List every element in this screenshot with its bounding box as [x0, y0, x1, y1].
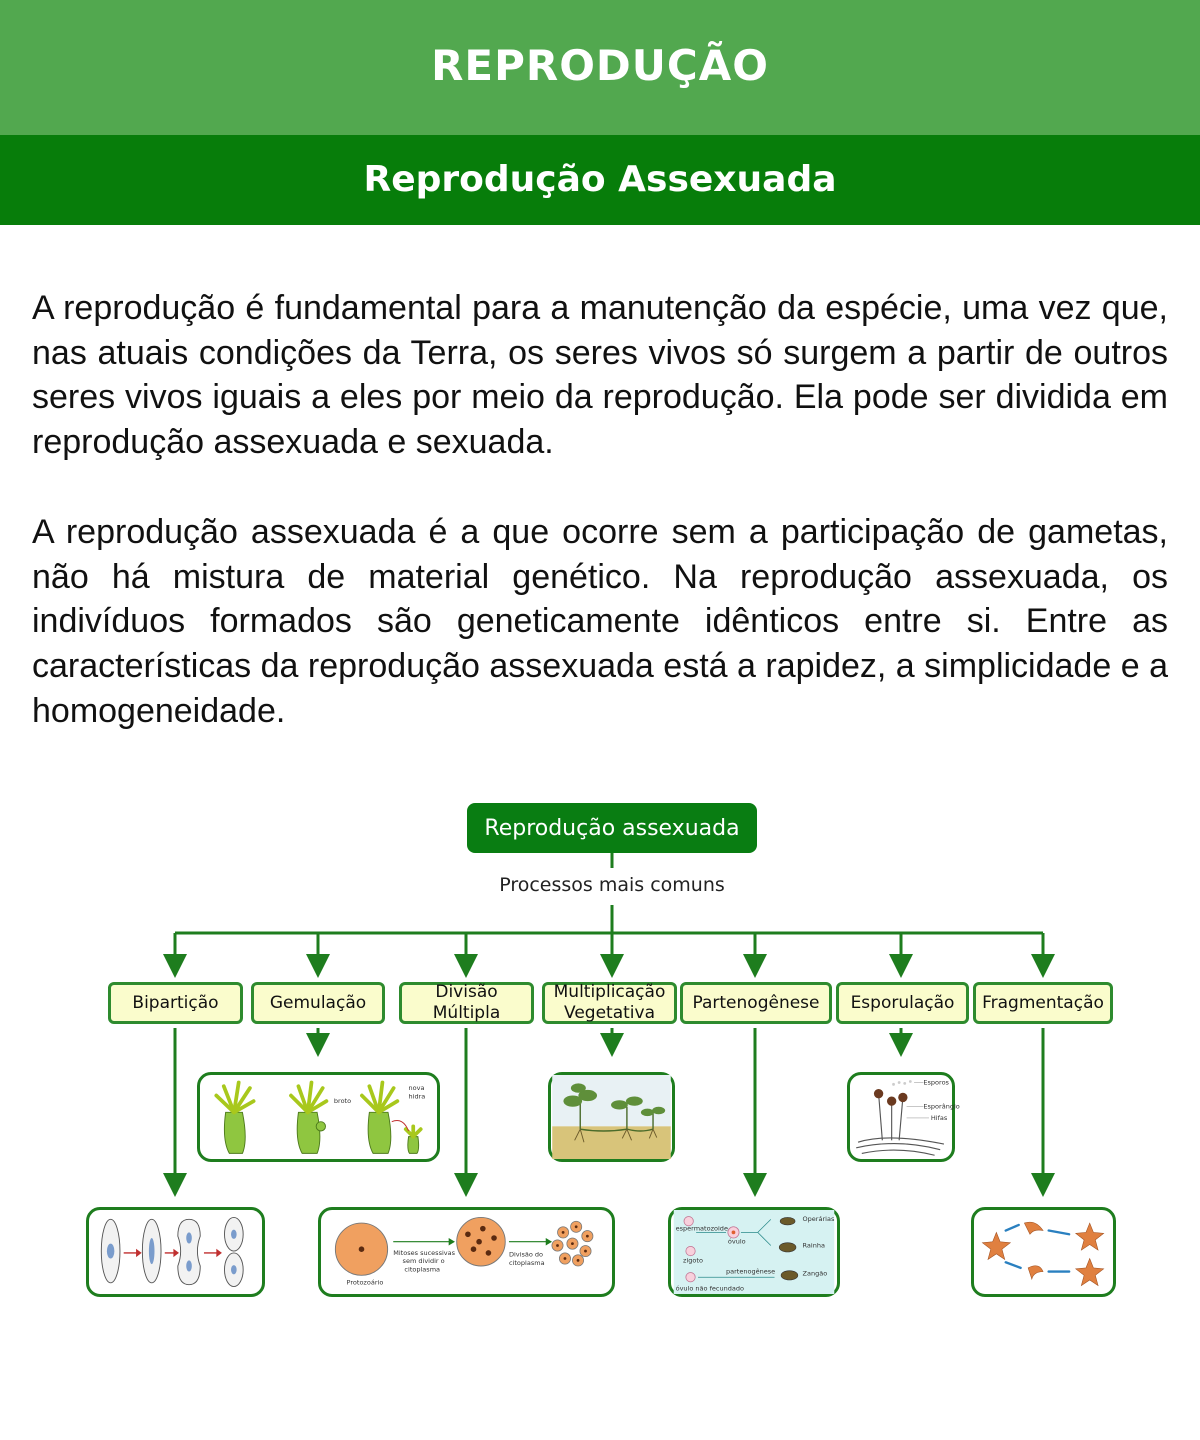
- fragmentation-illustration: [971, 1207, 1116, 1297]
- bud-label: broto: [333, 1097, 352, 1105]
- unfertilized-ovum-label: óvulo não fecundado: [675, 1284, 745, 1293]
- mitosis-label-1: Mitoses sucessivas: [393, 1248, 456, 1257]
- parthenogenesis-illustration: [668, 1207, 840, 1297]
- mitosis-label-2: sem dividir o: [402, 1257, 445, 1266]
- sporangium-label: Esporângio: [923, 1102, 960, 1111]
- protozoan-label: Protozoário: [346, 1278, 384, 1287]
- process-divisao-multipla: Divisão Múltipla: [399, 982, 534, 1024]
- page-subtitle: Reprodução Assexuada: [363, 159, 837, 200]
- process-gemulacao: Gemulação: [251, 982, 385, 1024]
- sporulation-illustration: [847, 1072, 960, 1162]
- hyphae-label: Hifas: [930, 1113, 948, 1122]
- mitosis-label-3: citoplasma: [404, 1265, 441, 1274]
- multiple-fission-illustration: [318, 1207, 615, 1297]
- process-multiplicacao-vegetativa: Multiplicação Vegetativa: [542, 982, 677, 1024]
- ovum-label: óvulo: [727, 1237, 746, 1246]
- process-partenogenese: Partenogênese: [680, 982, 832, 1024]
- asexual-paragraph: A reprodução assexuada é a que ocorre sem a participação de gametas, não há mistura de material genético. Na reprodução assexuada, os indivíduos formados são geneticamente idênticos entre si. Entre as características da reprodução assexuada está a rapidez, a simplicidade e a homogeneidade.: [32, 513, 1168, 730]
- connector-label: Processos mais comuns: [499, 874, 725, 896]
- intro-paragraph: A reprodução é fundamental para a manutenção da espécie, uma vez que, nas atuais condições da Terra, os seres vivos só surgem a partir de outros seres vivos iguais a eles por meio da reprodução. Ela pode ser dividida em reprodução assexuada e sexuada.: [32, 289, 1168, 462]
- spores-label: Esporos: [923, 1078, 949, 1087]
- process-biparticao: Bipartição: [108, 982, 243, 1024]
- vegetative-propagation-illustration: [548, 1072, 675, 1162]
- new-hydra-label-2: hidra: [408, 1092, 426, 1101]
- page-title: REPRODUÇÃO: [431, 41, 769, 90]
- zygote-label: zigoto: [683, 1256, 703, 1265]
- sperm-label: espermatozoide: [675, 1224, 728, 1233]
- new-hydra-label-1: nova: [408, 1083, 425, 1092]
- binary-fission-illustration: [86, 1207, 265, 1297]
- process-fragmentacao: Fragmentação: [973, 982, 1113, 1024]
- parthenogenesis-label: partenogênese: [726, 1267, 776, 1276]
- queen-label: Rainha: [802, 1241, 825, 1250]
- process-esporulacao: Esporulação: [836, 982, 969, 1024]
- workers-label: Operárias: [802, 1215, 835, 1224]
- hydra-budding-illustration: [197, 1072, 440, 1162]
- drone-label: Zangão: [802, 1269, 828, 1278]
- root-node: Reprodução assexuada: [467, 803, 757, 853]
- cytoplasm-division-label-1: Divisão do: [508, 1250, 544, 1259]
- cytoplasm-division-label-2: citoplasma: [508, 1259, 545, 1268]
